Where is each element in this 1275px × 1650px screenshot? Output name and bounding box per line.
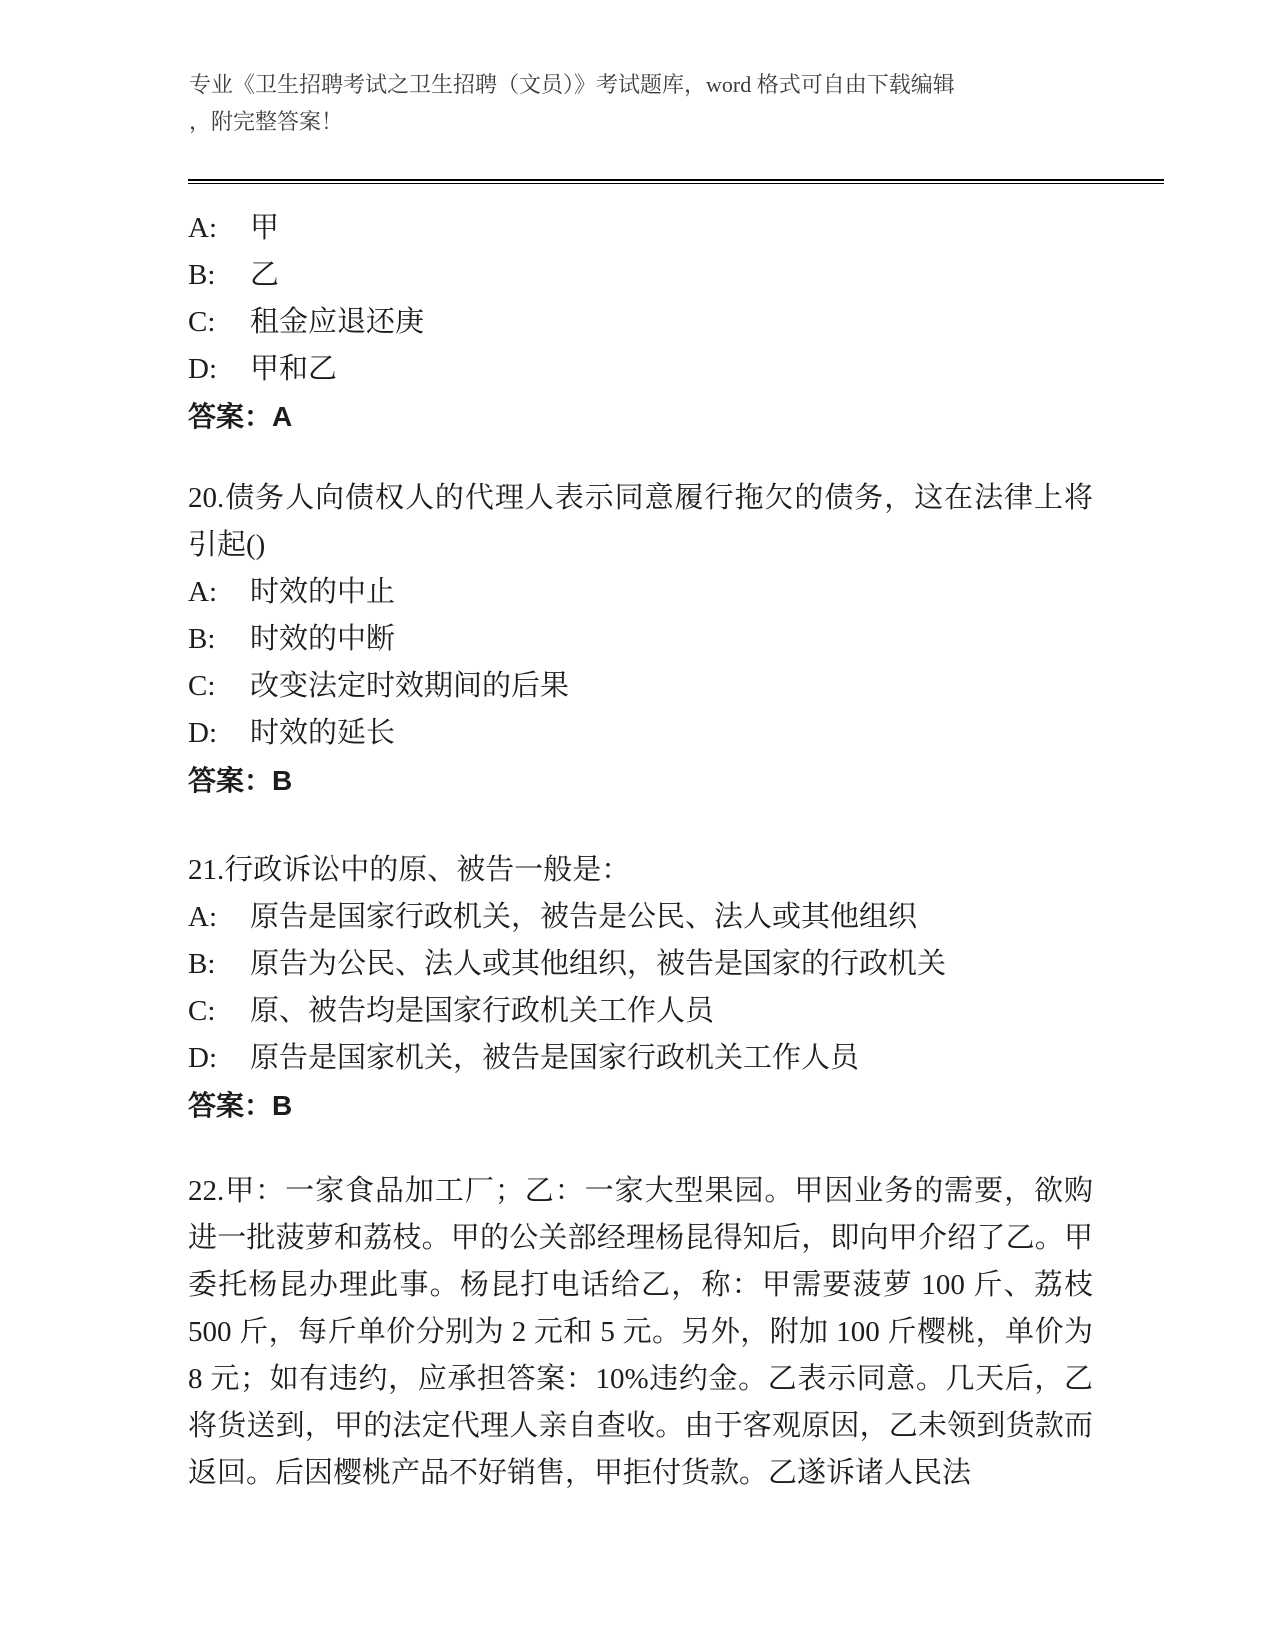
question-text: 行政诉讼中的原、被告一般是：	[224, 854, 631, 886]
option-row	[188, 252, 1093, 299]
option-label: C:	[188, 306, 216, 338]
question-text: 甲：一家食品加工厂；乙：一家大型果园。甲因业务的需要，欲购进一批菠萝和荔枝。甲的公关部经理杨昆得知后，即向甲介绍了乙。甲委托杨昆办理此事。杨昆打电话给乙，称：甲需要菠萝 100 斤、荔枝 500 斤，每斤单价分别为 2 元和 5 元。另外，附加 100 斤樱桃，单价为 8 元；如有违约，应承担答案：10%违约金。乙表示同意。几天后，乙将货送到，甲的法定代理人亲自查收。由于客观原因，乙未领到货款而返回。后因樱桃产品不好销售，甲拒付货款。乙遂诉诸人民法	[188, 1175, 1093, 1489]
question-block-22	[188, 1168, 1093, 1497]
option-text: 乙	[250, 259, 280, 291]
option-text: 原、被告均是国家行政机关工作人员	[250, 995, 715, 1027]
question-number: 20.	[188, 482, 225, 514]
option-row	[188, 894, 1093, 941]
option-row	[188, 299, 1093, 346]
option-row	[188, 941, 1093, 988]
option-label: B:	[188, 623, 216, 655]
answer-row	[188, 1082, 1093, 1129]
answer-value: A	[272, 401, 293, 432]
answer-row	[188, 393, 1093, 440]
option-row	[188, 569, 1093, 616]
option-row	[188, 205, 1093, 252]
option-text: 租金应退还庚	[250, 306, 425, 338]
question-text: 债务人向债权人的代理人表示同意履行拖欠的债务，这在法律上将引起()	[188, 482, 1093, 561]
option-label: C:	[188, 670, 216, 702]
option-row	[188, 346, 1093, 393]
option-text: 时效的延长	[250, 717, 396, 749]
question-stem	[188, 847, 1093, 894]
question-number: 21.	[188, 854, 225, 886]
question-stem	[188, 1168, 1093, 1497]
header-line-2: ，附完整答案！	[189, 109, 344, 134]
option-label: D:	[188, 717, 217, 749]
answer-value: B	[272, 1090, 293, 1121]
answer-row	[188, 757, 1093, 804]
option-label: C:	[188, 995, 216, 1027]
page-header	[189, 66, 1101, 140]
document-body	[188, 183, 1093, 1497]
answer-value: B	[272, 765, 293, 796]
option-row	[188, 1035, 1093, 1082]
option-text: 甲	[250, 212, 280, 244]
answer-label: 答案：	[188, 1090, 273, 1121]
question-stem	[188, 475, 1093, 569]
option-row	[188, 663, 1093, 710]
option-label: B:	[188, 259, 216, 291]
carryover-question-block	[188, 205, 1093, 440]
option-text: 甲和乙	[250, 353, 338, 385]
option-label: A:	[188, 212, 217, 244]
answer-label: 答案：	[188, 765, 273, 796]
option-text: 原告是国家机关，被告是国家行政机关工作人员	[250, 1042, 860, 1074]
option-text: 改变法定时效期间的后果	[250, 670, 570, 702]
option-row	[188, 710, 1093, 757]
option-label: D:	[188, 353, 217, 385]
answer-label: 答案：	[188, 401, 273, 432]
option-label: D:	[188, 1042, 217, 1074]
option-row	[188, 988, 1093, 1035]
option-text: 原告是国家行政机关，被告是公民、法人或其他组织	[250, 901, 918, 933]
option-label: A:	[188, 901, 217, 933]
question-block-20	[188, 475, 1093, 804]
question-number: 22.	[188, 1175, 225, 1207]
option-text: 原告为公民、法人或其他组织，被告是国家的行政机关	[250, 948, 947, 980]
question-block-21	[188, 847, 1093, 1129]
option-text: 时效的中断	[250, 623, 396, 655]
header-line-1: 专业《卫生招聘考试之卫生招聘（文员）》考试题库，word 格式可自由下载编辑	[189, 72, 955, 97]
option-label: A:	[188, 576, 217, 608]
option-text: 时效的中止	[250, 576, 396, 608]
option-row	[188, 616, 1093, 663]
option-label: B:	[188, 948, 216, 980]
